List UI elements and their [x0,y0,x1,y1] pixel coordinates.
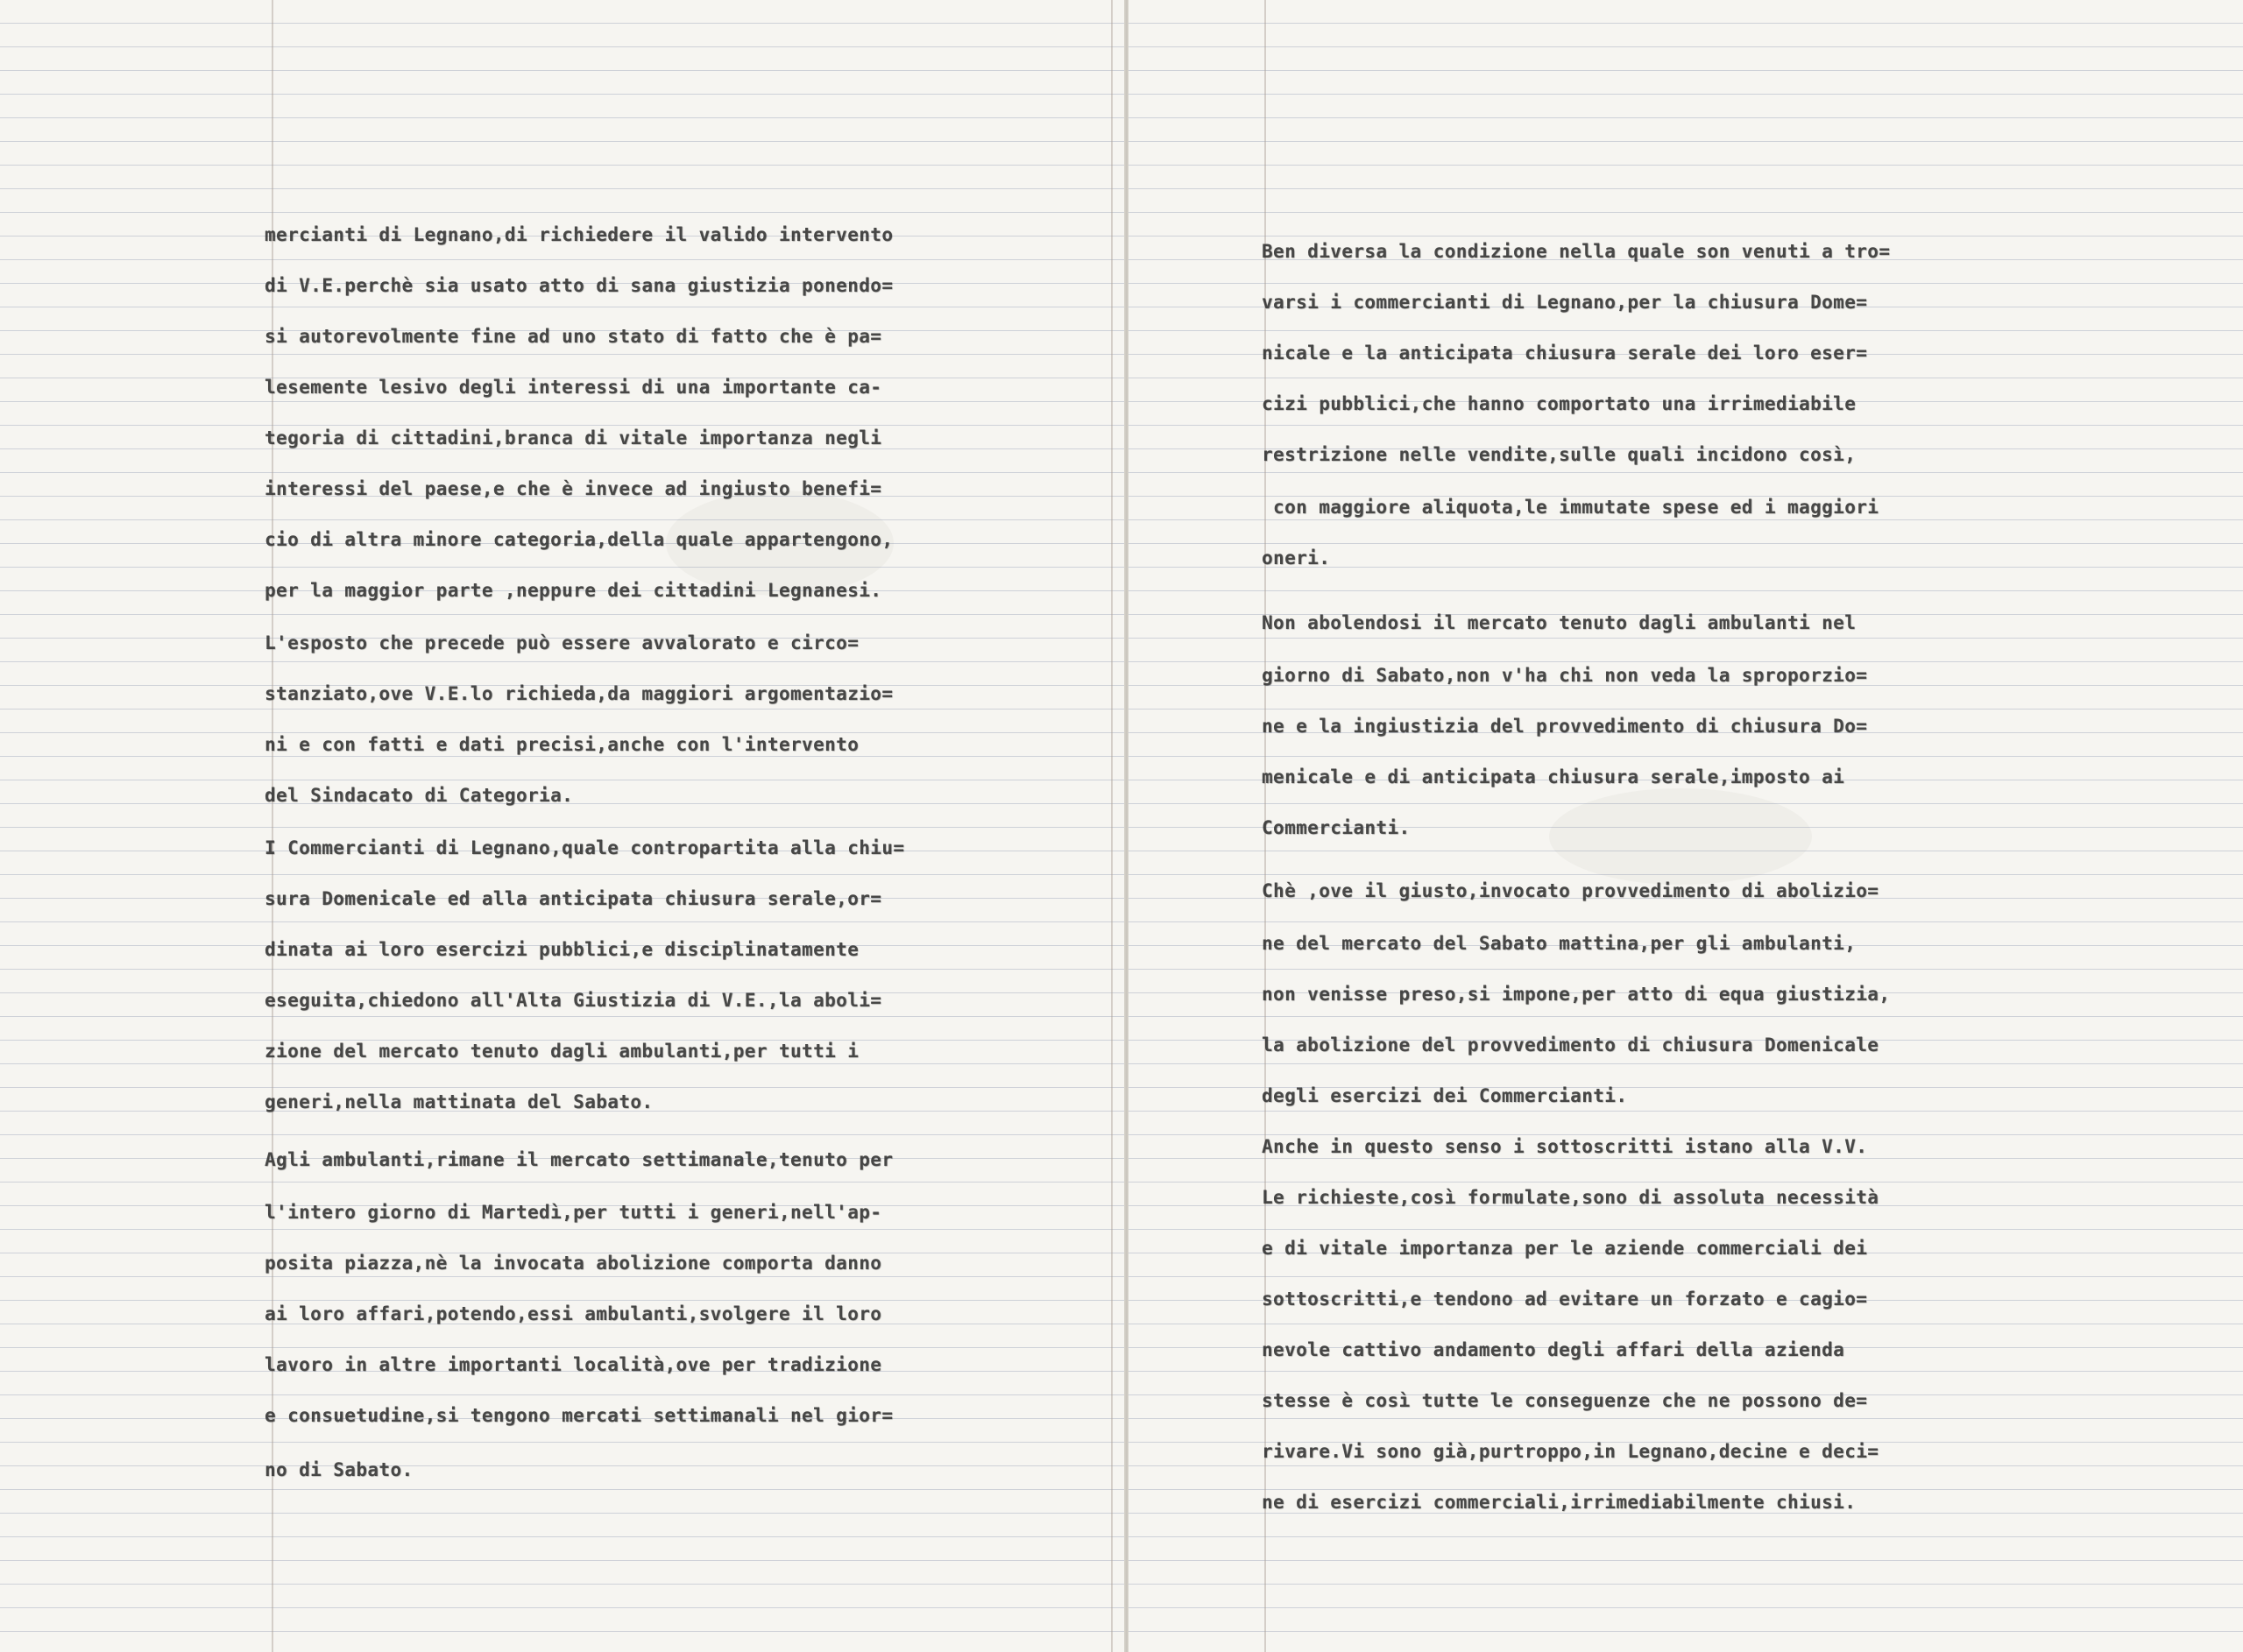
left-line-14: sura Domenicale ed alla anticipata chiusura serale,or= [265,888,882,909]
right-line-3: nicale e la anticipata chiusura serale dei loro eser= [1262,342,1868,364]
left-line-8: per la maggior parte ,neppure dei cittadini Legnanesi. [265,580,882,601]
left-line-23: lavoro in altre importanti località,ove per tradizione [265,1354,882,1375]
right-line-4: cizi pubblici,che hanno comportato una irrimediabile [1262,393,1857,414]
right-line-13: Chè ,ove il giusto,invocato provvedimento di abolizio= [1262,880,1879,901]
right-line-6: con maggiore aliquota,le immutate spese ed i maggiori [1262,497,1879,518]
left-line-19: Agli ambulanti,rimane il mercato settimanale,tenuto per [265,1149,894,1170]
right-line-10: ne e la ingiustizia del provvedimento di chiusura Do= [1262,716,1868,737]
right-line-25: ne di esercizi commerciali,irrimediabilmente chiusi. [1262,1492,1857,1513]
left-line-18: generi,nella mattinata del Sabato. [265,1091,654,1112]
left-line-4: lesemente lesivo degli interessi di una importante ca- [265,377,882,398]
right-line-14: ne del mercato del Sabato mattina,per gli ambulanti, [1262,933,1857,954]
right-line-2: varsi i commercianti di Legnano,per la chiusura Dome= [1262,292,1868,313]
right-line-8: Non abolendosi il mercato tenuto dagli ambulanti nel [1262,612,1857,633]
right-line-16: la abolizione del provvedimento di chiusura Domenicale [1262,1034,1879,1055]
left-line-20: l'intero giorno di Martedì,per tutti i generi,nell'ap- [265,1202,882,1223]
left-line-11: ni e con fatti e dati precisi,anche con l'intervento [265,734,860,755]
right-line-21: sottoscritti,e tendono ad evitare un forzato e cagio= [1262,1288,1868,1310]
right-page [1129,0,2243,1652]
left-page-right-edge-line [1111,0,1113,1652]
right-line-5: restrizione nelle vendite,sulle quali incidono così, [1262,444,1857,465]
right-line-19: Le richieste,così formulate,sono di assoluta necessità [1262,1187,1879,1208]
right-line-17: degli esercizi dei Commercianti. [1262,1085,1628,1106]
left-line-6: interessi del paese,e che è invece ad ingiusto benefi= [265,478,882,499]
right-line-7: oneri. [1262,547,1331,568]
right-line-15: non venisse preso,si impone,per atto di equa giustizia, [1262,984,1891,1005]
right-line-9: giorno di Sabato,non v'ha chi non veda la sproporzio= [1262,665,1868,686]
right-line-22: nevole cattivo andamento degli affari della azienda [1262,1339,1845,1360]
left-line-15: dinata ai loro esercizi pubblici,e disciplinatamente [265,939,860,960]
right-line-20: e di vitale importanza per le aziende commerciali dei [1262,1238,1868,1259]
left-line-16: eseguita,chiedono all'Alta Giustizia di V.E.,la aboli= [265,990,882,1011]
left-line-2: di V.E.perchè sia usato atto di sana giustizia ponendo= [265,275,894,296]
left-line-1: mercianti di Legnano,di richiedere il valido intervento [265,224,894,245]
right-line-24: rivare.Vi sono già,purtroppo,in Legnano,decine e deci= [1262,1441,1879,1462]
left-line-3: si autorevolmente fine ad uno stato di fatto che è pa= [265,326,882,347]
left-line-13: I Commercianti di Legnano,quale contropartita alla chiu= [265,837,905,858]
left-line-12: del Sindacato di Categoria. [265,785,574,806]
left-line-7: cio di altra minore categoria,della quale appartengono, [265,529,894,550]
right-line-18: Anche in questo senso i sottoscritti istano alla V.V. [1262,1136,1868,1157]
left-line-24: e consuetudine,si tengono mercati settimanali nel gior= [265,1405,894,1426]
left-line-9: L'esposto che precede può essere avvalorato e circo= [265,632,860,653]
left-line-21: posita piazza,nè la invocata abolizione comporta danno [265,1253,882,1274]
right-line-1: Ben diversa la condizione nella quale son venuti a tro= [1262,241,1891,262]
left-line-10: stanziato,ove V.E.lo richieda,da maggiori argomentazio= [265,683,894,704]
right-line-12: Commercianti. [1262,817,1411,838]
right-line-11: menicale e di anticipata chiusura serale,imposto ai [1262,766,1845,787]
right-line-23: stesse è così tutte le conseguenze che ne possono de= [1262,1390,1868,1411]
left-line-17: zione del mercato tenuto dagli ambulanti,per tutti i [265,1041,860,1062]
left-line-25: no di Sabato. [265,1459,414,1480]
left-line-22: ai loro affari,potendo,essi ambulanti,svolgere il loro [265,1303,882,1324]
left-page-typed-text [265,222,1053,1536]
left-line-5: tegoria di cittadini,branca di vitale importanza negli [265,427,882,448]
right-page-typed-text [1262,238,2015,1552]
